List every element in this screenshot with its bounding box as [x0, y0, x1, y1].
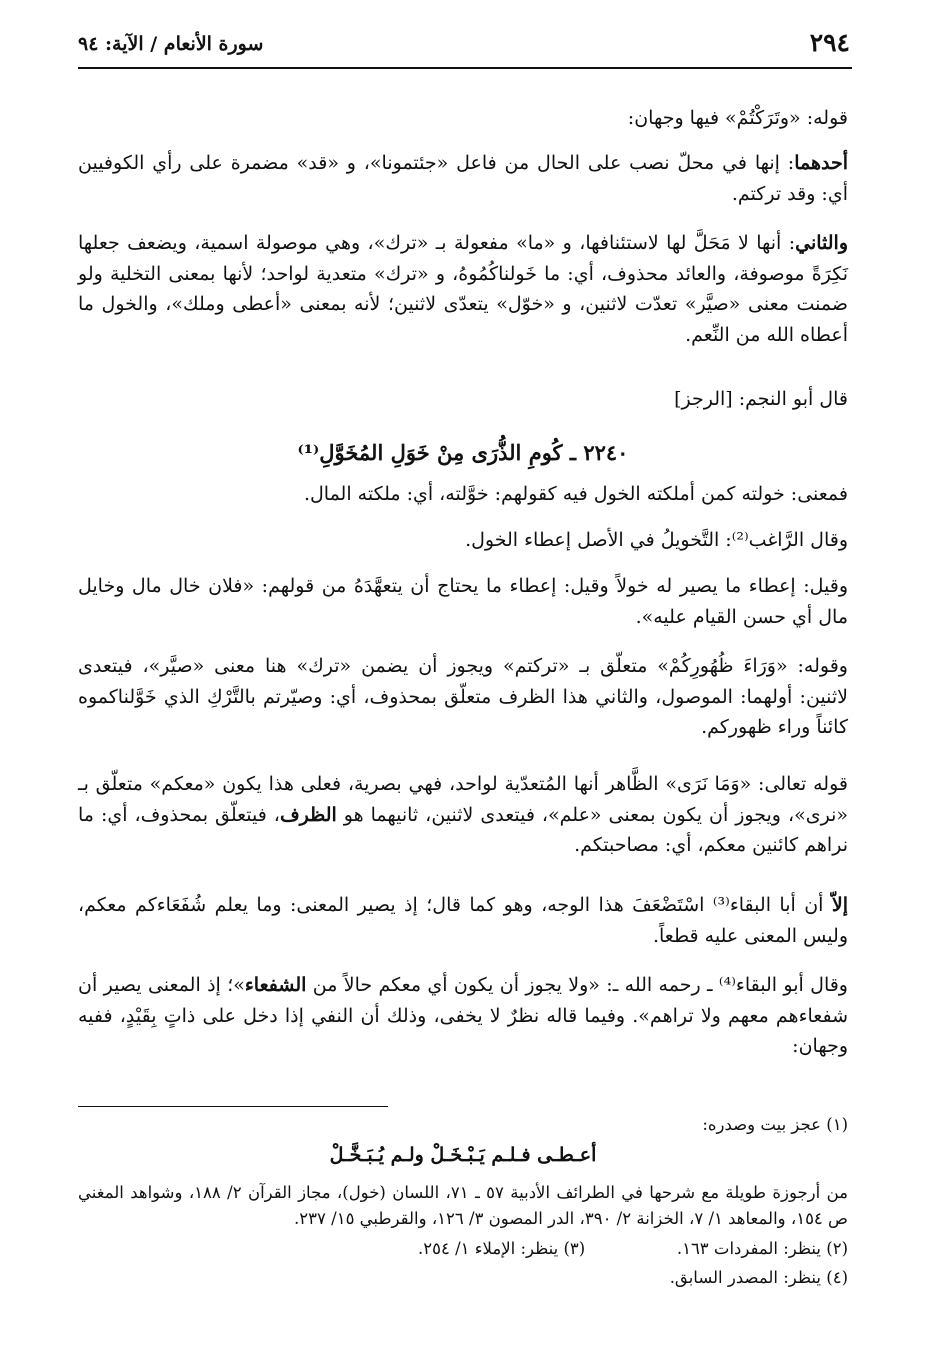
page-number: ٢٩٤	[809, 28, 850, 57]
footnote-4: (٤) ينظر: المصدر السابق.	[669, 1268, 848, 1287]
paragraph-11	[78, 970, 848, 1062]
paragraph-11-text-b: »؛ إذ المعنى يصير أن شفعاءهم معهم ولا تراهم». وفيما قاله نظرٌ لا يخفى، وذلك أن النفي إذا دخل على ذاتٍ بِقَيْدٍ، ففيه وجهان:	[78, 974, 848, 1057]
paragraph-3-lead: والثاني	[795, 232, 848, 254]
paragraph-10-text: أن أبا البقاء⁽³⁾ اسْتَضْعَفَ هذا الوجه، وهو كما قال؛ إذ يصير المعنى: وما يعلم شُفَعَاءكم معكم، وليس المعنى عليه قطعاً.	[78, 894, 848, 947]
paragraph-11-text-a: وقال أبو البقاء⁽⁴⁾ ـ رحمه الله ـ: «ولا يجوز أن يكون أي معكم حالاً من	[306, 974, 848, 996]
footnote-1-verse: أعـطـى فـلـم يَـبْـخَـلْ ولـم يُـبَـخَّـلْ	[329, 1144, 597, 1166]
paragraph-8: وقوله: «وَرَاءَ ظُهُورِكُمْ» متعلّق بـ «تركتم» ويجوز أن يضمن «ترك» هنا معنى «صيَّر»، فيتعدى لاثنين: أولهما: الموصول، والثاني هذا الظرف متعلّق بمحذوف، أي: وصيّرتم بالتَّرْكِ الذي خَوَّلناكموه كائناً وراء ظهوركم.	[78, 655, 848, 738]
paragraph-2-text: : إنها في محلّ نصب على الحال من فاعل «جئتمونا»، و «قد» مضمرة على رأي الكوفيين أي: وقد تركتم.	[78, 152, 848, 205]
paragraph-4: قال أبو النجم: [الرجز]	[674, 388, 848, 410]
paragraph-10	[78, 890, 848, 951]
paragraph-2-lead: أحدهما	[794, 152, 848, 174]
paragraph-9-bold: الظرف	[279, 803, 337, 826]
paragraph-10-lead: إلاّ	[831, 894, 849, 916]
paragraph-5: فمعنى: خولته كمن أملكته الخول فيه كقولهم: خوَّلته، أي: ملكته المال.	[303, 483, 848, 505]
paragraph-1: قوله: «وتَرَكْتُمْ» فيها وجهان:	[627, 107, 848, 129]
paragraph-6: وقال الرَّاغب⁽²⁾: التَّخويلُ في الأصل إعطاء الخول.	[465, 529, 848, 551]
header-rule	[78, 67, 852, 69]
paragraph-9-text-b: ، فيتعلّق بمحذوف، أي: ما نراهم كائنين معكم، أي: مصاحبتكم.	[78, 803, 848, 856]
footnote-1-intro: (١) عجز بيت وصدره:	[702, 1115, 848, 1134]
paragraph-3-text: : أنها لا مَحَلَّ لها لاستئنافها، و «ما» مفعولة بـ «ترك»، وهي موصولة اسمية، ويضعف جعلها نَكِرَةً موصوفة، والعائد محذوف، أي: ما خَولناكُمُوهُ، و «ترك» متعدية لواحد؛ لأنها بمعنى التخلية ولو ضمنت معنى «صيَّر» تعدّت لاثنين، و «خوّل» يتعدّى لاثنين؛ لأنه بمعنى «أعطى وملك»، والخول ما أعطاه الله من النِّعم.	[78, 232, 848, 346]
paragraph-2	[78, 148, 848, 209]
footnote-1-source: من أرجوزة طويلة مع شرحها في الطرائف الأدبية ٥٧ ـ ٧١، اللسان (خول)، مجاز القرآن ٢/ ١٨٨، وشواهد المغني ص ١٥٤، والمعاهد ١/ ٧، الخزانة ٢/ ٣٩٠، الدر المصون ٣/ ١٢٦، والقرطبي ١٥/ ٢٣٧.	[78, 1183, 848, 1228]
footnote-separator	[78, 1106, 388, 1107]
page-header	[78, 28, 852, 66]
footnote-2: (٢) ينظر: المفردات ١٦٣.	[676, 1239, 848, 1258]
paragraph-11-bold: الشفعاء	[244, 974, 307, 996]
footnote-3: (٣) ينظر: الإملاء ١/ ٢٥٤.	[418, 1239, 586, 1258]
running-title: سورة الأنعام / الآية: ٩٤	[78, 33, 264, 55]
poem-verse: ٢٢٤٠ ـ كُومِ الذُّرَى مِنْ خَوَلِ المُخَوَّلِ⁽¹⁾	[297, 440, 629, 465]
paragraph-9	[78, 769, 848, 861]
footnote-row-2-3	[78, 1236, 848, 1262]
paragraph-3	[78, 228, 848, 350]
paragraph-7: وقيل: إعطاء ما يصير له خولاً وقيل: إعطاء ما يحتاج أن يتعهَّدَهُ من قولهم: «فلان خال مال وخايل مال أي حسن القيام عليه».	[78, 575, 848, 628]
paragraph-9-text-a: قوله تعالى: «وَمَا نَرَى» الظَّاهر أنها المُتعدّية لواحد، فهي بصرية، فعلى هذا يكون «معكم» متعلّق بـ «نرى»، ويجوز أن يكون بمعنى «علم»، فيتعدى لاثنين، ثانيهما هو	[78, 773, 848, 826]
